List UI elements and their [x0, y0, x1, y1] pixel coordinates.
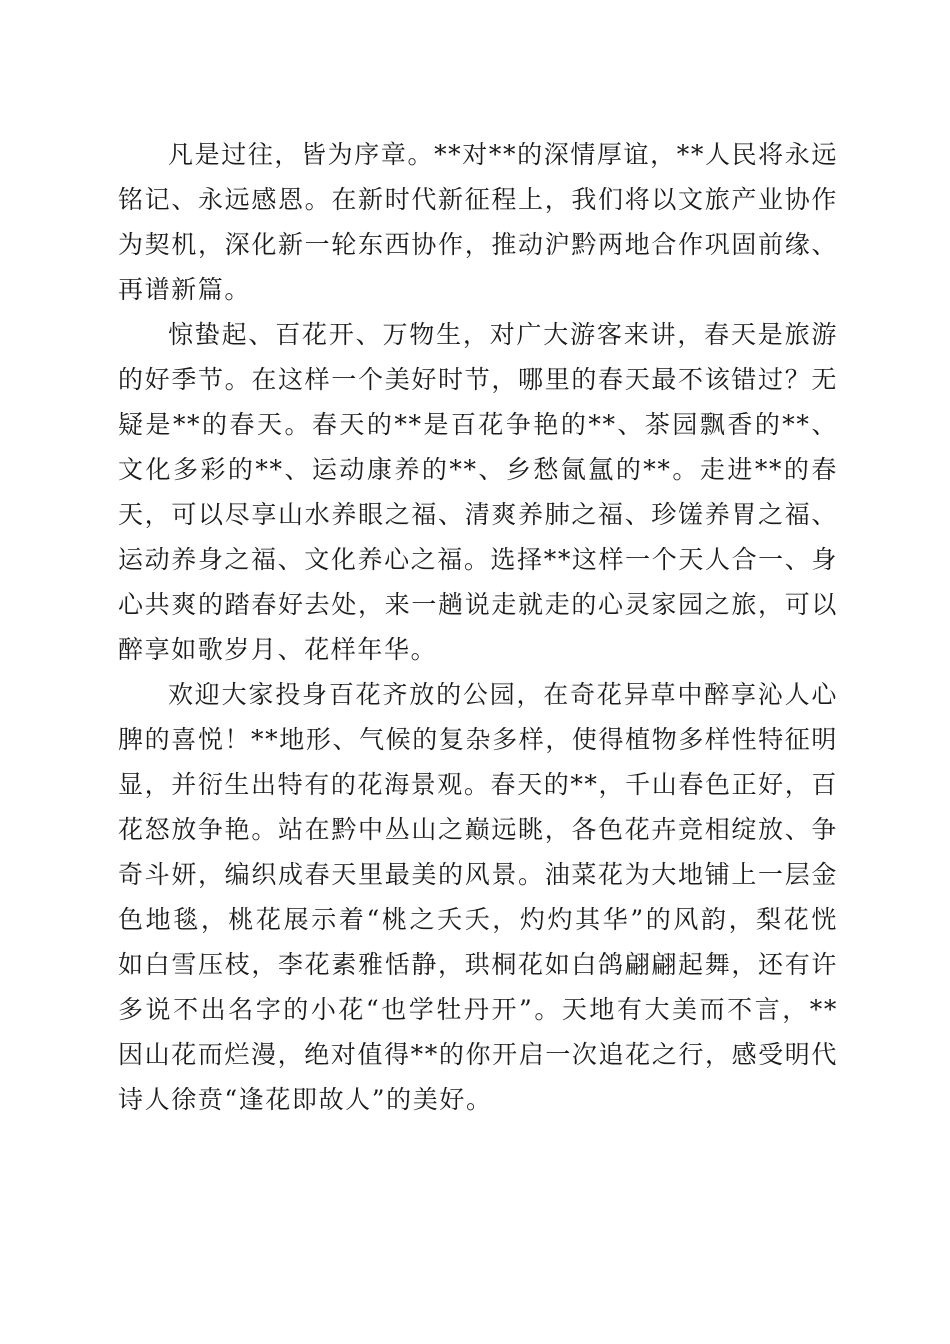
paragraph-3: 欢迎大家投身百花齐放的公园，在奇花异草中醉享沁人心脾的喜悦！**地形、气候的复杂多样，使得植物多样性特征明显，并衍生出特有的花海景观。春天的**，千山春色正好，百花怒放争艳。站在黔中丛山之巅远眺，各色花卉竞相绽放、争奇斗妍，编织成春天里最美的风景。油菜花为大地铺上一层金色地毯，桃花展示着“桃之夭夭，灼灼其华”的风韵，梨花恍如白雪压枝，李花素雅恬静，珙桐花如白鸽翩翩起舞，还有许多说不出名字的小花“也学牡丹开”。天地有大美而不言，**因山花而烂漫，绝对值得**的你开启一次追花之行，感受明代诗人徐贲“逢花即故人”的美好。 — [118, 680, 838, 1114]
paragraph-2: 惊蛰起、百花开、万物生，对广大游客来讲，春天是旅游的好季节。在这样一个美好时节，哪里的春天最不该错过？无疑是**的春天。春天的**是百花争艳的**、茶园飘香的**、文化多彩的**、运动康养的**、乡愁氤氲的**。走进**的春天，可以尽享山水养眼之福、清爽养肺之福、珍馐养胃之福、运动养身之福、文化养心之福。选择**这样一个天人合一、身心共爽的踏春好去处，来一趟说走就走的心灵家园之旅，可以醉享如歌岁月、花样年华。 — [118, 320, 838, 664]
paragraph-1: 凡是过往，皆为序章。**对**的深情厚谊，**人民将永远铭记、永远感恩。在新时代新征程上，我们将以文旅产业协作为契机，深化新一轮东西协作，推动沪黔两地合作巩固前缘、再谱新篇。 — [118, 140, 838, 304]
body-text — [118, 132, 838, 1122]
